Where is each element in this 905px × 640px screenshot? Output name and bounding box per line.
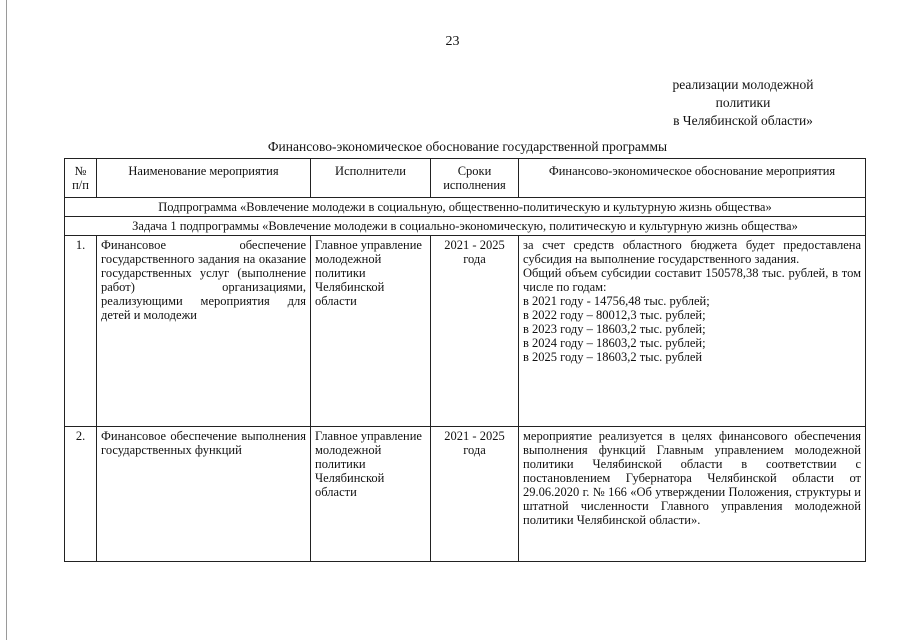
- basis-total: Общий объем субсидии составит 150578,38 тыс. рублей, в том числе по годам:: [523, 266, 861, 294]
- task-row: [65, 217, 866, 236]
- page-edge-line: [6, 0, 7, 640]
- row-number: 2.: [65, 427, 97, 562]
- table-row: [65, 236, 866, 427]
- activity-basis: мероприятие реализуется в целях финансового обеспечения выполнения функций Главным управлением молодежной политики Челябинской области в соответствии с постановлением Губернатора Челябинской области от 29.06.2020 г. № 166 «Об утверждении Положения, структуры и штатной численности Главного управления молодежной политики Челябинской области».: [519, 427, 866, 562]
- header-line: в Челябинской области»: [673, 113, 813, 128]
- col-header-name: Наименование мероприятия: [97, 159, 311, 198]
- financial-justification-table: [64, 158, 866, 562]
- activity-terms: 2021 - 2025 года: [431, 236, 519, 427]
- activity-executor: Главное управление молодежной политики Челябинской области: [311, 427, 431, 562]
- col-header-basis: Финансово-экономическое обоснование мероприятия: [519, 159, 866, 198]
- header-line: реализации молодежной: [672, 77, 814, 92]
- activity-executor: Главное управление молодежной политики Челябинской области: [311, 236, 431, 427]
- row-number: 1.: [65, 236, 97, 427]
- page-number: 23: [445, 34, 460, 49]
- subprogram-row: [65, 198, 866, 217]
- subprogram-title: Подпрограмма «Вовлечение молодежи в социальную, общественно-политическую и культурную жизнь общества»: [65, 198, 866, 217]
- activity-terms: 2021 - 2025 года: [431, 427, 519, 562]
- activity-name: Финансовое обеспечение выполнения государственных функций: [97, 427, 311, 562]
- activity-name: Финансовое обеспечение государственного задания на оказание государственных услуг (выполнение работ) организациями, реализующими мероприятия для детей и молодежи: [97, 236, 311, 427]
- activity-basis: [519, 236, 866, 427]
- basis-year: в 2025 году – 18603,2 тыс. рублей: [523, 350, 703, 364]
- table-row: [65, 427, 866, 562]
- task-title: Задача 1 подпрограммы «Вовлечение молодежи в социально-экономическую, политическую и культурную жизнь общества»: [65, 217, 866, 236]
- col-header-terms: Сроки исполнения: [431, 159, 519, 198]
- basis-year: в 2024 году – 18603,2 тыс. рублей;: [523, 336, 706, 350]
- basis-year: в 2022 году – 80012,3 тыс. рублей;: [523, 308, 706, 322]
- table-header-row: [65, 159, 866, 198]
- table-title: Финансово-экономическое обоснование государственной программы: [267, 139, 668, 154]
- basis-year: в 2021 году - 14756,48 тыс. рублей;: [523, 294, 710, 308]
- basis-year: в 2023 году – 18603,2 тыс. рублей;: [523, 322, 706, 336]
- basis-intro: за счет средств областного бюджета будет предоставлена субсидия на выполнение государственного задания.: [523, 238, 861, 266]
- col-header-num: № п/п: [65, 159, 97, 198]
- col-header-executors: Исполнители: [311, 159, 431, 198]
- header-line: политики: [715, 95, 771, 110]
- appendix-header: [626, 76, 860, 130]
